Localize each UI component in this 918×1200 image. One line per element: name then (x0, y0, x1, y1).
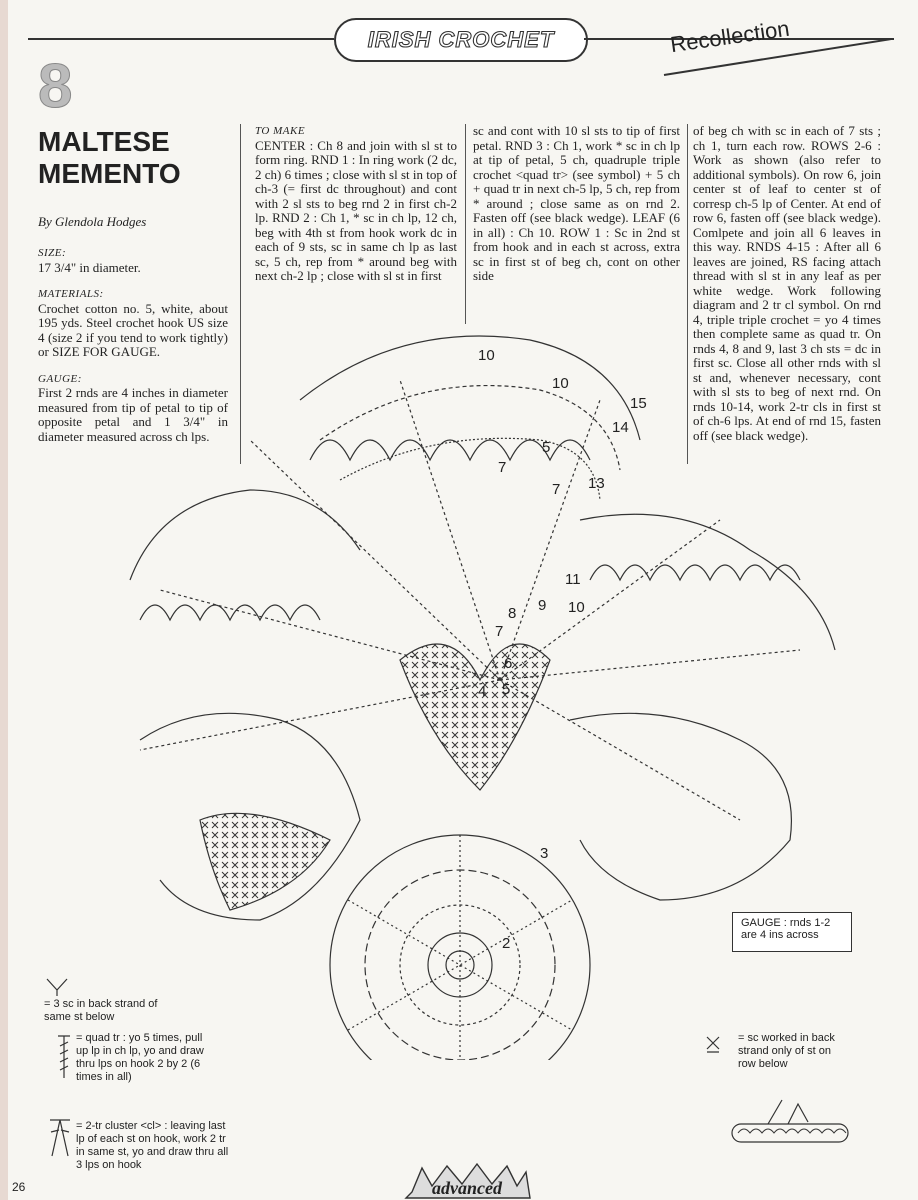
difficulty-badge (402, 1162, 532, 1200)
diagram-label: 7 (495, 623, 504, 640)
diagram-label: 2 (502, 935, 511, 952)
diagram-label: 7 (552, 481, 561, 498)
diagram-label: 3 (540, 845, 549, 862)
diagram-label: 4 (478, 683, 487, 700)
sc-back-strand-icon (44, 976, 70, 998)
column-divider-2 (465, 124, 466, 324)
diagram-label: 13 (588, 475, 605, 492)
top-fan-inner (340, 438, 600, 500)
pattern-number: 8 (38, 52, 73, 121)
diagram-label: 6 (504, 655, 513, 672)
legend-sc-worked: = sc worked in back strand only of st on row below (738, 1032, 835, 1070)
to-make-label: TO MAKE (255, 125, 306, 137)
diagram-label: 11 (565, 571, 581, 588)
size-label: SIZE: (38, 247, 67, 259)
top-fan-mid (320, 386, 620, 470)
diagram-label: 10 (478, 347, 495, 364)
quad-tr-icon (56, 1034, 72, 1080)
right-fan-outer (580, 514, 835, 650)
leaf-left (200, 813, 330, 910)
header-banner-text: IRISH CROCHET (367, 27, 555, 52)
gauge-label: GAUGE: (38, 372, 82, 385)
pattern-title (38, 126, 181, 190)
legend-quad-tr: = quad tr : yo 5 times, pull up lp in ch lp, yo and draw thru lps on hook 2 by 2 (6 times in all) (76, 1032, 204, 1083)
diagram-label: 9 (538, 597, 547, 614)
left-fan-arches (140, 605, 320, 620)
section-label: Recollection (668, 15, 791, 58)
gauge-text: First 2 rnds are 4 inches in diameter measured from tip of petal to tip of opposite petal and 1 3/4" in diameter measured across ch lps. (38, 385, 228, 444)
diagram-label: 7 (498, 459, 507, 476)
sc-worked-icon (704, 1034, 722, 1054)
header-rule-left (28, 38, 334, 40)
right-lower-fan (570, 713, 791, 900)
legend-sc-back: = 3 sc in back strand of same st below (44, 998, 158, 1023)
instructions-text-2: sc and cont with 10 sl sts to tip of first petal. RND 3 : Ch 1, work * sc in ch lp at tip of petal, 5 ch, quadruple triple crochet <quad tr> (see symbol) + 5 ch + quad tr in next ch-5 lp, 5 ch, rep from * around ; close same as on rnd 2. Fasten off (see black wedge). LEAF (6 in all) : Ch 10. ROW 1 : Sc in 2nd st from hook and in each st across, extra sc in first st of beg ch, cont on other side (473, 123, 680, 283)
stitch-illustration (728, 1094, 858, 1150)
page-number: 26 (12, 1180, 26, 1194)
top-fan-outer (300, 336, 640, 440)
diagram-label: 10 (552, 375, 569, 392)
left-fan-outer (130, 490, 360, 580)
materials-label: MATERIALS: (38, 288, 104, 300)
header-banner (334, 18, 588, 62)
title-line-1: MALTESE (38, 126, 170, 157)
right-fan-arches (590, 565, 800, 580)
page-edge (0, 0, 8, 1200)
diagram-label: 8 (508, 605, 517, 622)
instructions-text-1: CENTER : Ch 8 and join with sl st to form ring. RND 1 : In ring work (2 dc, 2 ch) 6 times ; close with sl st in top of ch-3 (= first dc throughout) and cont with 2 sl sts to beg rnd 2 in first ch-2 lp. RND 2 : Ch 1, * sc in ch lp, 12 ch, beg with 4th st from hook work dc in each of 9 sts, sc in same ch lp as last sc, 5 ch, rep from * around beg with next ch-2 lp ; close with sl st in first (255, 137, 457, 283)
center-spokes (348, 835, 572, 1060)
diagram-label: 5 (542, 439, 551, 456)
instructions-col-1 (255, 124, 457, 284)
difficulty-badge-text: advanced (432, 1178, 502, 1198)
diagram-label: 15 (630, 395, 647, 412)
diagram-label: 10 (568, 599, 585, 616)
size-text: 17 3/4" in diameter. (38, 259, 141, 275)
byline: By Glendola Hodges (38, 214, 147, 229)
leaf-top (400, 644, 550, 790)
diagram-label: 5 (502, 681, 511, 698)
cluster-icon (48, 1118, 72, 1158)
materials-text: Crochet cotton no. 5, white, about 195 yds. Steel crochet hook US size 4 (size 2 if you tend to work tightly) or SIZE FOR GAUGE. (38, 300, 228, 359)
gauge-note-box: GAUGE : rnds 1-2 are 4 ins across (732, 912, 852, 952)
instructions-text-3: of beg ch with sc in each of 7 sts ; ch 1, turn each row. ROWS 2-6 : Work as shown (also refer to additional symbols). On row 6, join center st of leaf to center st of corresp ch-5 lp of Center. At end of row 6, fasten off (see black wedge). Comlpete and join all 6 leaves in this way. RNDS 4-15 : After all 6 leaves are joined, RS facing attach thread with sl st in any leaf as per white wedge. Work following diagram and 2 tr cl symbol. On rnd 4, triple triple crochet = yo 4 times then complete same as quad tr. On rnds 4, 8 and 9, last 3 ch sts = dc in first sc. Close all other rnds with sl st and, whenever necessary, cont with sl sts to beg of next rnd. On rnds 10-14, work 2-tr cls in first st of ch-6 lps. At end of rnd 15, fasten off (see black wedge). (693, 123, 881, 443)
instructions-col-2 (473, 124, 680, 284)
title-line-2: MEMENTO (38, 158, 181, 189)
legend-cluster: = 2-tr cluster <cl> : leaving last lp of each st on hook, work 2 tr in same st, yo and draw thru all 3 lps on hook (76, 1120, 229, 1171)
diagram-label: 14 (612, 419, 629, 436)
